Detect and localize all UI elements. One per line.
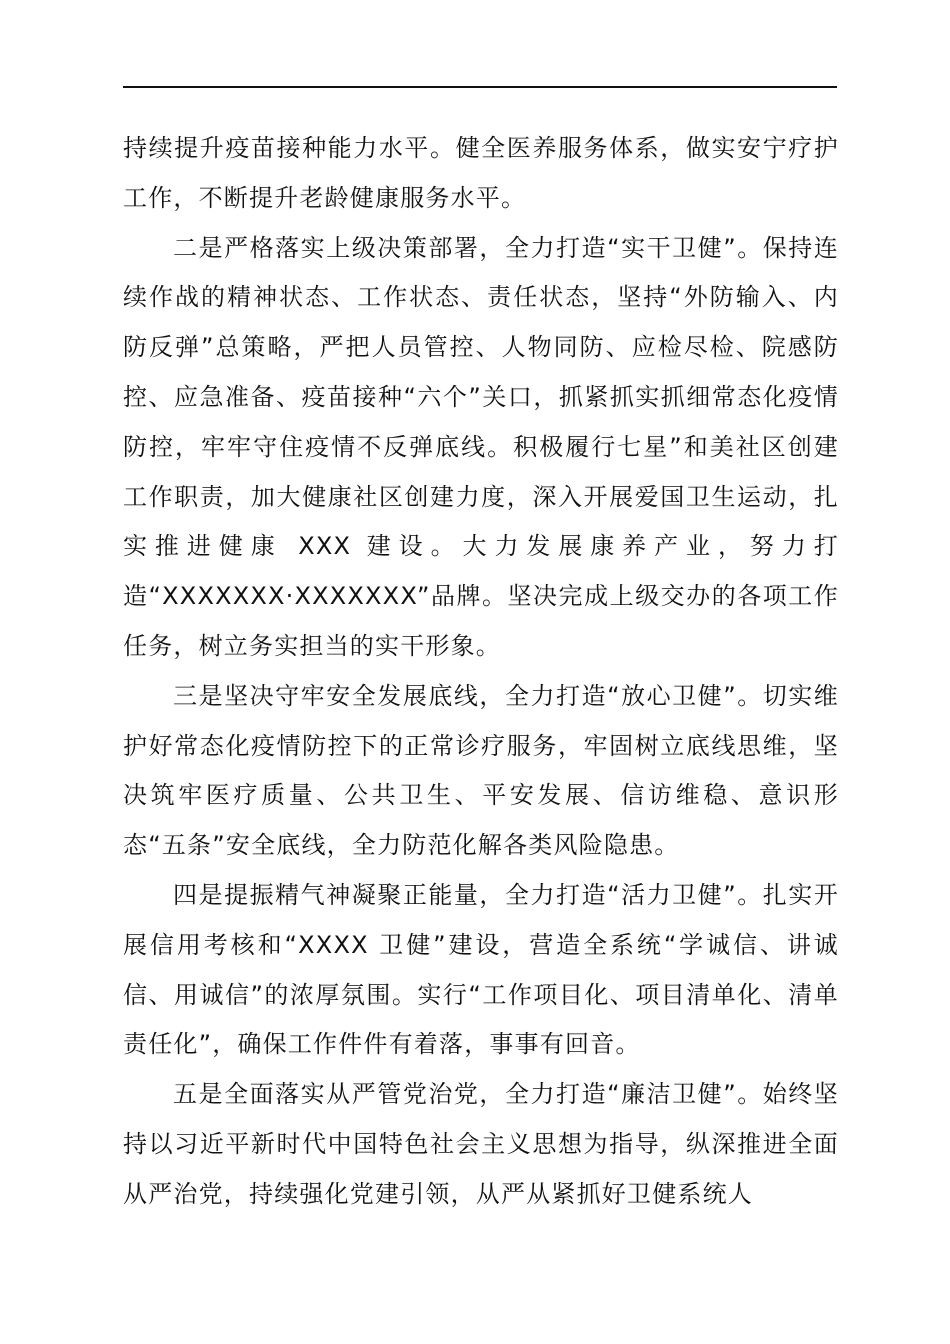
paragraph-continuation: 持续提升疫苗接种能力水平。健全医养服务体系，做实安宁疗护工作，不断提升老龄健康服务水平。 xyxy=(123,134,839,212)
paragraph-fangxin-weijian: 三是坚决守牢安全发展底线，全力打造“放心卫健”。切实维护好常态化疫情防控下的正常诊疗服务，牢固树立底线思维，坚决筑牢医疗质量、公共卫生、平安发展、信访维稳、意识形态“五条”安全底线，全力防范化解各类风险隐患。 xyxy=(123,681,839,860)
header-rule xyxy=(123,86,837,88)
document-body xyxy=(123,124,839,1220)
paragraph-lianjie-weijian: 五是全面落实从严管党治党，全力打造“廉洁卫健”。始终坚持以习近平新时代中国特色社会主义思想为指导，纵深推进全面从严治党，持续强化党建引领，从严从紧抓好卫健系统人 xyxy=(123,1080,839,1208)
paragraph-huoli-weijian: 四是提振精气神凝聚正能量，全力打造“活力卫健”。扎实开展信用考核和“XXXX 卫健”建设，营造全系统“学诚信、讲诚信、用诚信”的浓厚氛围。实行“工作项目化、项目清单化、清单责任化”，确保工作件件有着落，事事有回音。 xyxy=(123,880,839,1059)
paragraph-shigan-weijian: 二是严格落实上级决策部署，全力打造“实干卫健”。保持连续作战的精神状态、工作状态、责任状态，坚持“外防输入、内防反弹”总策略，严把人员管控、人物同防、应检尽检、院感防控、应急准备、疫苗接种“六个”关口，抓紧抓实抓细常态化疫情防控，牢牢守住疫情不反弹底线。积极履行七星”和美社区创建工作职责，加大健康社区创建力度，深入开展爱国卫生运动，扎实推进健康 XXX 建设。大力发展康养产业，努力打造“XXXXXXX·XXXXXXX”品牌。坚决完成上级交办的各项工作任务，树立务实担当的实干形象。 xyxy=(123,233,839,660)
